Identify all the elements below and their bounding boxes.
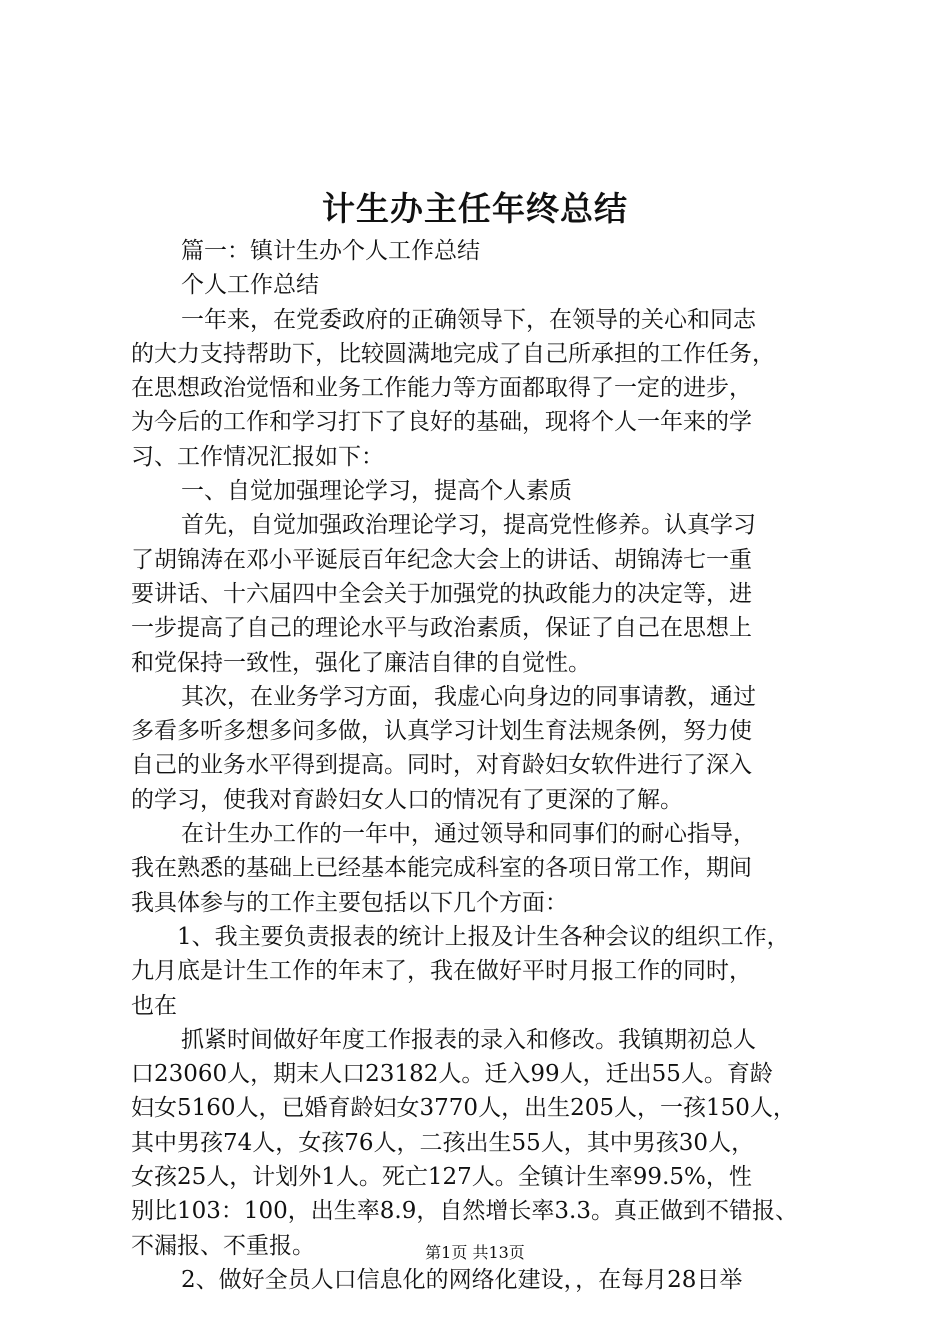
document-title: 计生办主任年终总结	[322, 189, 628, 228]
body-text-line: 自己的业务水平得到提高。同时，对育龄妇女软件进行了深入	[131, 752, 752, 779]
body-text-line: 一、自觉加强理论学习，提高个人素质	[181, 478, 572, 505]
body-text-line: 女孩25人，计划外1人。死亡127人。全镇计生率99.5%，性	[131, 1164, 752, 1191]
body-text-line: 为今后的工作和学习打下了良好的基础，现将个人一年来的学	[131, 409, 752, 436]
body-text-line: 九月底是计生工作的年末了，我在做好平时月报工作的同时，	[131, 958, 752, 985]
body-text-line: 1、我主要负责报表的统计上报及计生各种会议的组织工作，	[177, 923, 790, 950]
body-text-line: 不漏报、不重报。	[131, 1232, 315, 1259]
body-text-line: 我在熟悉的基础上已经基本能完成科室的各项日常工作，期间	[131, 855, 752, 882]
body-text-line: 首先，自觉加强政治理论学习，提高党性修养。认真学习	[181, 512, 756, 539]
body-text-line: 习、工作情况汇报如下：	[131, 443, 384, 470]
document-body	[131, 234, 843, 1297]
body-text-line: 个人工作总结	[181, 272, 319, 299]
body-text-line: 篇一：镇计生办个人工作总结	[181, 238, 480, 264]
body-text-line: 抓紧时间做好年度工作报表的录入和修改。我镇期初总人	[181, 1026, 756, 1053]
body-text-line: 一步提高了自己的理论水平与政治素质，保证了自己在思想上	[131, 615, 752, 642]
body-text-line: 妇女5160人，已婚育龄妇女3770人，出生205人，一孩150人，	[131, 1095, 796, 1122]
body-text-line: 的学习，使我对育龄妇女人口的情况有了更深的了解。	[131, 786, 683, 813]
body-text-line: 要讲话、十六届四中全会关于加强党的执政能力的决定等，进	[131, 580, 752, 607]
body-text-line: 别比103：100，出生率8.9，自然增长率3.3。真正做到不错报、	[131, 1198, 798, 1225]
body-text-line: 其次，在业务学习方面，我虚心向身边的同事请教，通过	[181, 683, 756, 710]
body-text-line: 在计生办工作的一年中，通过领导和同事们的耐心指导，	[181, 821, 756, 848]
body-text-line: 的大力支持帮助下，比较圆满地完成了自己所承担的工作任务，	[131, 340, 775, 367]
body-text-line: 多看多听多想多问多做，认真学习计划生育法规条例，努力使	[131, 718, 752, 745]
body-text-line: 在思想政治觉悟和业务工作能力等方面都取得了一定的进步，	[131, 375, 752, 402]
body-text-line: 我具体参与的工作主要包括以下几个方面：	[131, 889, 568, 916]
body-text-line: 和党保持一致性，强化了廉洁自律的自觉性。	[131, 649, 591, 676]
page-footer: 第1页 共13页	[425, 1243, 525, 1262]
body-text-line: 口23060人，期末人口23182人。迁入99人，迁出55人。育龄	[131, 1061, 773, 1088]
body-text-line: 2、做好全员人口信息化的网络化建设，，在每月28日举	[181, 1266, 743, 1293]
body-text-line: 其中男孩74人，女孩76人，二孩出生55人，其中男孩30人，	[131, 1129, 755, 1156]
body-text-line: 也在	[131, 992, 177, 1019]
body-text-line: 了胡锦涛在邓小平诞辰百年纪念大会上的讲话、胡锦涛七一重	[131, 546, 752, 573]
body-text-line: 一年来，在党委政府的正确领导下，在领导的关心和同志	[181, 306, 756, 333]
